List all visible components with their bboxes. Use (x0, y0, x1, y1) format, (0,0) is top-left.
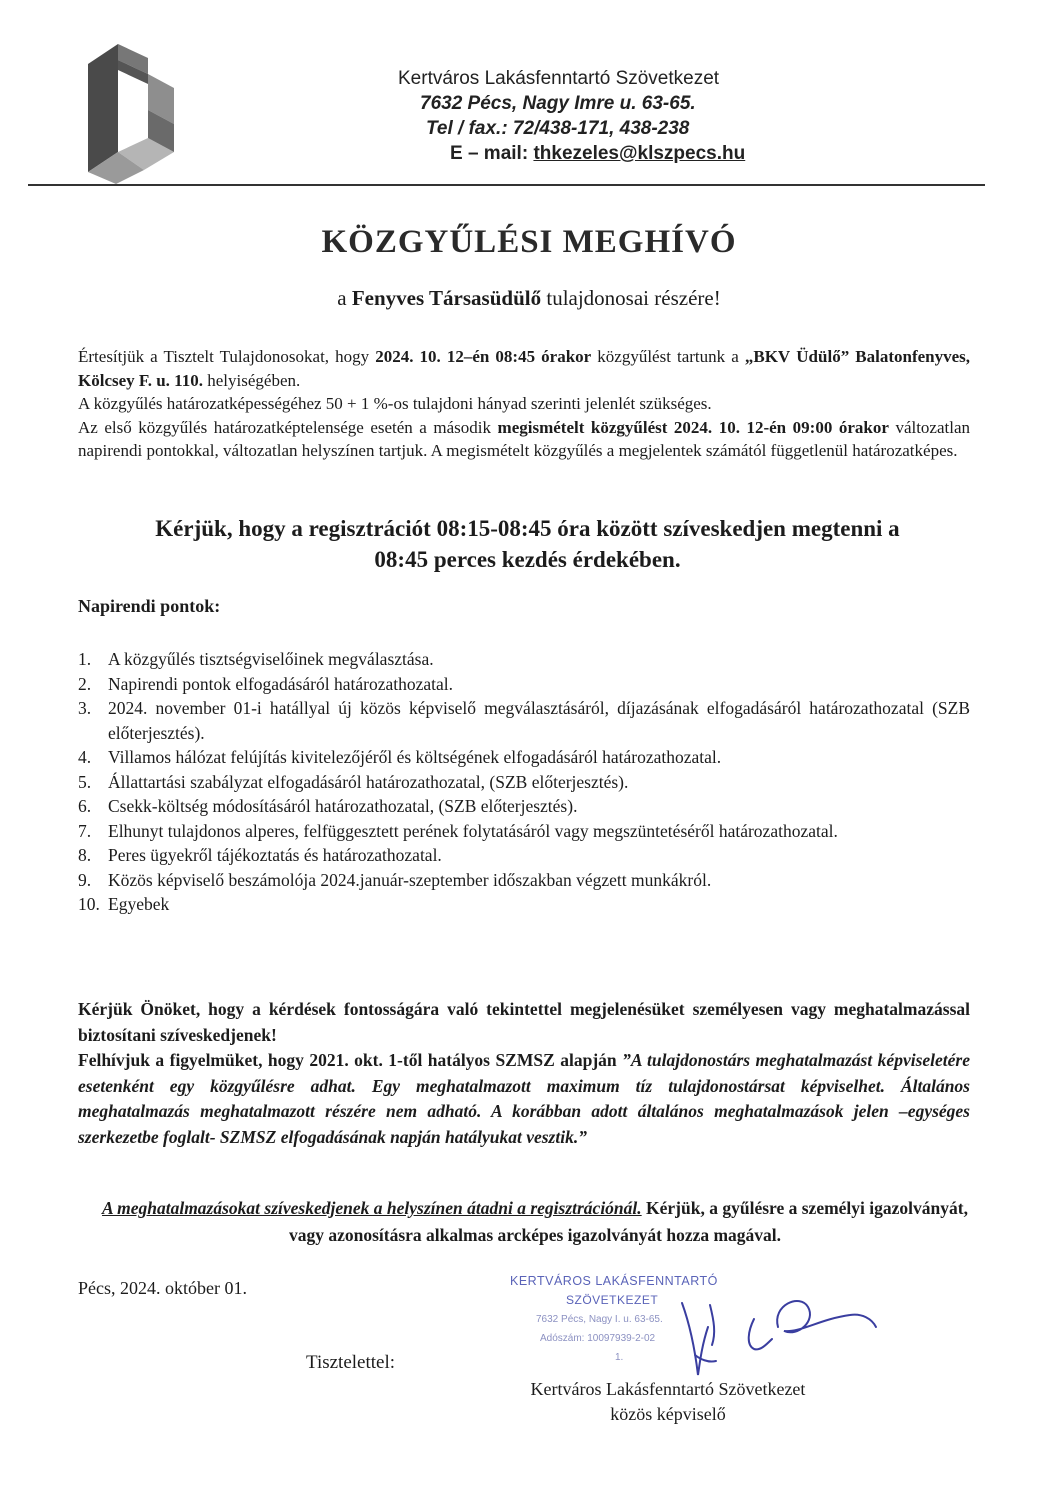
agenda-item (78, 794, 970, 819)
agenda-number: 3. (78, 698, 92, 718)
letterhead (396, 66, 745, 166)
stamp-line: 1. (615, 1352, 624, 1363)
szmsz-quote: ”A tulajdonostárs meghatalmazást képviseletére esetenként egy közgyűlésre adhat. Egy meghatalmazott maximum tíz tulajdonostársat képviselhet. Általános meghatalmazás meghatalmazott részére nem adható. A korábban adott általános meghatalmazások jelen –egységes szerkezetbe foglalt- SZMSZ elfogadásának napján hatályukat vesztik.” (78, 1050, 970, 1147)
agenda-item (78, 696, 970, 745)
intro-paragraph (78, 345, 970, 463)
phone: Tel / fax.: 72/438-171, 438-238 (426, 118, 690, 139)
subtitle (0, 286, 1058, 311)
closing-paragraph (100, 1195, 970, 1249)
agenda-number: 1. (78, 649, 92, 669)
agenda-number: 6. (78, 796, 92, 816)
document-title: KÖZGYŰLÉSI MEGHÍVÓ (321, 224, 737, 260)
address: 7632 Pécs, Nagy Imre u. 63-65. (420, 93, 696, 114)
subtitle-prefix: a (337, 286, 347, 310)
intro-text: megjelentek számától függetlenül határozatképes. (618, 441, 958, 461)
agenda-text: 2024. november 01-i hatállyal új közös képviselő megválasztásáról, díjazásának elfogadásáról határozathozatal (SZB előterjesztés). (108, 698, 970, 743)
agenda-text: Egyebek (108, 894, 170, 914)
email-label: E – mail: (450, 143, 529, 164)
agenda-number: 8. (78, 845, 92, 865)
signer-role: közös képviselő (610, 1404, 726, 1424)
header-divider (28, 184, 985, 186)
agenda-number: 10. (78, 894, 100, 914)
org-name: Kertváros Lakásfenntartó Szövetkezet (398, 68, 720, 89)
intro-text: változatlan napirendi pontokkal, változatlan helyszínen tartjuk. A megismételt közgyűlés a (78, 417, 971, 461)
intro-text: Az első közgyűlés határozatképtelensége esetén a második (78, 417, 491, 437)
agenda-item (78, 843, 970, 868)
greeting: Tisztelettel: (306, 1352, 396, 1373)
email-line (450, 141, 745, 166)
email-link[interactable]: thkezeles@klszpecs.hu (533, 143, 746, 164)
agenda-text: A közgyűlés tisztségviselőinek megválasztása. (108, 649, 434, 669)
document-date: Pécs, 2024. október 01. (78, 1278, 247, 1298)
subtitle-bold: Fenyves Társasüdülő (351, 286, 542, 310)
agenda-text: Közös képviselő beszámolója 2024.január-szeptember időszakban végzett munkákról. (108, 869, 712, 890)
agenda-text: Napirendi pontok elfogadásáról határozathozatal. (108, 673, 453, 694)
agenda-text: Elhunyt tulajdonos alperes, felfüggesztett perének folytatásáról vagy megszüntetéséről határozathozatal. (108, 820, 838, 841)
agenda-number: 9. (78, 869, 92, 890)
agenda-heading: Napirendi pontok: (78, 596, 221, 616)
closing-underlined: A meghatalmazásokat szíveskedjenek a helyszínen átadni a regisztrációnál. (102, 1198, 642, 1218)
agenda-text: Villamos hálózat felújítás kivitelezőjéről és költségének elfogadásáról határozathozatal. (108, 747, 722, 767)
company-logo (88, 44, 174, 184)
intro-text: Értesítjük a Tisztelt Tulajdonosokat, hogy (78, 347, 370, 366)
agenda-text: Állattartási szabályzat elfogadásáról határozathozatal, (SZB előterjesztés). (108, 771, 629, 792)
agenda-text: Csekk-költség módosításáról határozathozatal, (SZB előterjesztés). (108, 796, 578, 816)
stamp-line: SZÖVETKEZET (566, 1293, 659, 1307)
intro-date: 2024. 10. 12–én 08:45 órakor (375, 347, 592, 366)
intro-text: közgyűlést tartunk a (597, 347, 739, 366)
notice-line: 08:45 perces kezdés érdekében. (374, 547, 681, 572)
agenda-number: 4. (78, 747, 92, 767)
intro-venue: „BKV (744, 347, 791, 366)
signature-block (486, 1377, 850, 1427)
stamp-line: Adószám: 10097939-2-02 (540, 1333, 656, 1344)
agenda-item (78, 819, 970, 844)
intro-repeat-time: 09:00 órakor (792, 417, 889, 437)
agenda-list (78, 647, 970, 917)
notice-line: Kérjük, hogy a regisztrációt 08:15-08:45 óra között szíveskedjen megtenni a (155, 516, 900, 541)
intro-quorum: A közgyűlés határozatképességéhez 50 + 1 %-os tulajdoni hányad szerinti jelenlét szükséges. (78, 394, 712, 414)
agenda-number: 7. (78, 820, 92, 841)
agenda-item (78, 672, 970, 697)
agenda-item (78, 647, 970, 672)
stamp-line: KERTVÁROS LAKÁSFENNTARTÓ (510, 1274, 718, 1288)
closing-text: Kérjük, a gyűlésre a személyi igazolványát, vagy azonosításra alkalmas arcképes igazolványát hozza magával. (288, 1198, 968, 1245)
agenda-number: 5. (78, 771, 92, 792)
request-text: Kérjük Önöket, hogy a kérdések fontosságára való tekintettel megjelenésüket személyesen vagy meghatalmazással biztosítani szíveskedjenek! (78, 999, 970, 1045)
intro-text: helyiségében. (207, 370, 301, 390)
attendance-request (78, 997, 970, 1150)
agenda-item (78, 868, 970, 893)
agenda-number: 2. (78, 673, 92, 694)
stamp-line: 7632 Pécs, Nagy I. u. 63-65. (536, 1314, 663, 1325)
intro-repeat-date: megismételt közgyűlést 2024. 10. 12-én (497, 417, 787, 437)
intro-venue: Üdülő” Balatonfenyves, Kölcsey F. u. 110. (78, 347, 971, 390)
request-text: Felhívjuk a figyelmüket, hogy 2021. okt. 1-től hatályos SZMSZ alapján (78, 1050, 617, 1070)
agenda-text: Peres ügyekről tájékoztatás és határozathozatal. (108, 845, 442, 865)
subtitle-suffix: tulajdonosai részére! (546, 286, 721, 310)
registration-notice (80, 513, 975, 575)
agenda-item (78, 745, 970, 770)
signer-org: Kertváros Lakásfenntartó Szövetkezet (530, 1379, 806, 1399)
agenda-item (78, 770, 970, 795)
agenda-item (78, 892, 970, 917)
